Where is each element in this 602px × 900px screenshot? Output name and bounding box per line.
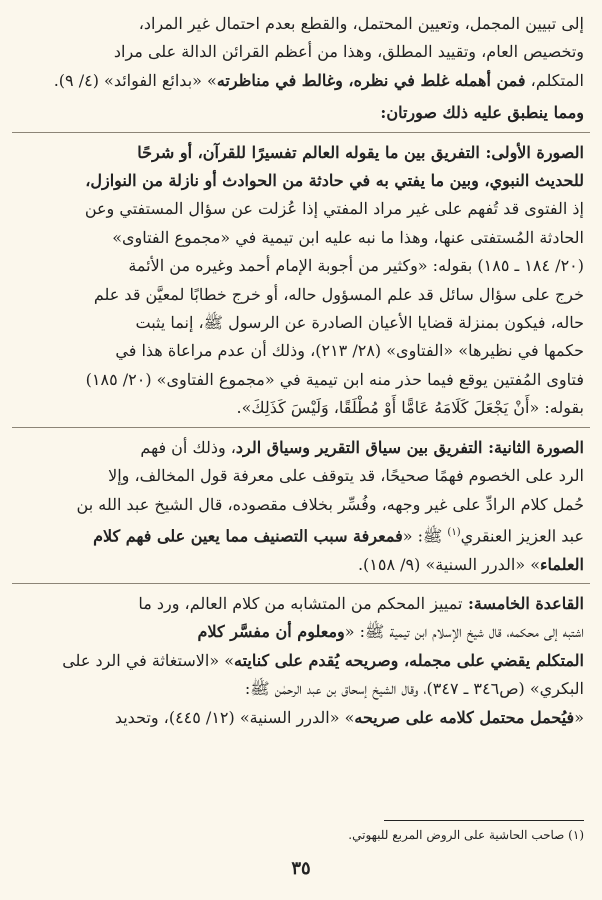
text-line: الحادثة المُستفتى عنها، وهذا ما نبه عليه ابن تيمية في «مجموع الفتاوى» bbox=[112, 227, 584, 247]
section-divider bbox=[12, 427, 590, 428]
section-divider bbox=[12, 583, 590, 584]
text-line: بقوله: «أَنْ يَجْعَلَ كَلَامَهُ عَامًّا أَوْ مُطْلَقًا، وَلَيْسَ كَذَلِكَ». bbox=[236, 398, 584, 418]
bold-quote: فيُحمل محتمل كلامه على صريحه bbox=[354, 707, 575, 727]
rule-five bbox=[18, 590, 584, 732]
text-line: فتاوى المُفتين يوقع فيما حذر منه ابن تيمية في «مجموع الفتاوى» (٢٠/ ١٨٥) bbox=[85, 369, 584, 389]
text-line: عبد العزيز العنقري bbox=[460, 526, 584, 546]
text-line: (٢٠/ ١٨٤ ـ ١٨٥) بقوله: «وكثير من أجوبة الإمام أحمد وغيره من الأئمة bbox=[128, 256, 584, 276]
bold-text: ومما ينطبق عليه ذلك صورتان: bbox=[380, 103, 584, 123]
footnote: (١) صاحب الحاشية على الروض المربع للبهوتي. bbox=[348, 828, 584, 842]
text-line: ، وذلك أن فهم bbox=[140, 437, 236, 457]
bold-quote: العلماء bbox=[540, 554, 584, 574]
text-line: حُمل كلام الرادِّ على غير وجهه، وفُسِّر بخلاف مقصوده، قال الشيخ عبد الله بن bbox=[76, 494, 584, 514]
text-line: حكمها في نظيرها» «الفتاوى» (٢٨/ ٢١٣)، وذلك أن عدم مراعاة هذا في bbox=[115, 341, 584, 361]
bold-quote: ومعلوم أن مفسَّر كلام bbox=[197, 622, 345, 642]
section-divider bbox=[12, 132, 590, 133]
text-line: خرج على سؤال سائل قد علم المسؤول حاله، أو خرج خطابًا لمعيَّن قد علم bbox=[93, 284, 584, 304]
text-line: المتكلم، bbox=[525, 70, 584, 90]
text-line: إذ الفتوى قد تُفهم على غير مراد المفتي إذا عُزلت عن سؤال المستفتي وعن bbox=[84, 199, 584, 219]
citation: » «الدرر السنية» (١٢/ ٤٤٥)، وتحديد bbox=[114, 707, 355, 727]
section-heading: الصورة الأولى: bbox=[479, 142, 584, 162]
section-image-2 bbox=[18, 434, 584, 579]
text-line: وتخصيص العام، وتقييد المطلق، وهذا من أعظم القرائن الدالة على مراد bbox=[113, 42, 584, 62]
bold-text: التفريق بين سياق التقرير وسياق الرد bbox=[235, 437, 483, 457]
bold-text: للحديث النبوي، وبين ما يفتي به في حادثة من الحوادث أو نازلة من النوازل، bbox=[85, 171, 584, 191]
page-body bbox=[18, 10, 584, 890]
page-number: ٣٥ bbox=[291, 858, 311, 879]
section-heading: القاعدة الخامسة: bbox=[462, 594, 584, 614]
citation: » «الدرر السنية» (٩/ ١٥٨). bbox=[357, 554, 541, 574]
text-line: حاله، فيكون بمنزلة قضايا الأعيان الصادرة عن الرسول ﷺ، إنما يثبت bbox=[135, 313, 584, 333]
bold-quote: المتكلم يقضي على مجمله، وصريحه يُقدم على كنايته bbox=[233, 650, 584, 670]
citation: » «بدائع الفوائد» (٤/ ٩). bbox=[53, 70, 217, 90]
paragraph-1 bbox=[18, 10, 584, 95]
paragraph-2 bbox=[18, 99, 584, 127]
text-line: « bbox=[574, 707, 584, 727]
text-line: الرد على الخصوم فهمًا صحيحًا، قد يتوقف على معرفة قول المخالف، وإلا bbox=[108, 466, 584, 486]
section-heading: الصورة الثانية: bbox=[482, 437, 584, 457]
text-line: ﷺ: « bbox=[402, 526, 448, 546]
bold-text: التفريق بين ما يقوله العالم تفسيرًا للقرآن، أو شرحًا bbox=[137, 142, 480, 162]
bold-quote: فمعرفة سبب التصنيف مما يعين على فهم كلام bbox=[93, 526, 403, 546]
footnote-divider bbox=[384, 820, 584, 821]
text-line: اشتبه إلى محكمه، قال شيخ الإسلام ابن تيمية ﷺ: « bbox=[344, 622, 584, 642]
text-line: إلى تبيين المجمل، وتعيين المحتمل، والقطع بعدم احتمال غير المراد، bbox=[138, 14, 584, 33]
bold-quote: فمن أهمله غلط في نظره، وغالط في مناظرته bbox=[216, 70, 526, 90]
text-line: تمييز المحكم من المتشابه من كلام العالم، ورد ما bbox=[138, 594, 463, 614]
footnote-marker: (١) bbox=[447, 526, 461, 538]
section-image-1 bbox=[18, 139, 584, 423]
citation: » «الاستغاثة في الرد على bbox=[62, 650, 234, 670]
text-line: البكري» (ص٣٤٦ ـ ٣٤٧)، وقال الشيخ إسحاق بن عبد الرحمٰن ﷺ: bbox=[244, 679, 584, 699]
